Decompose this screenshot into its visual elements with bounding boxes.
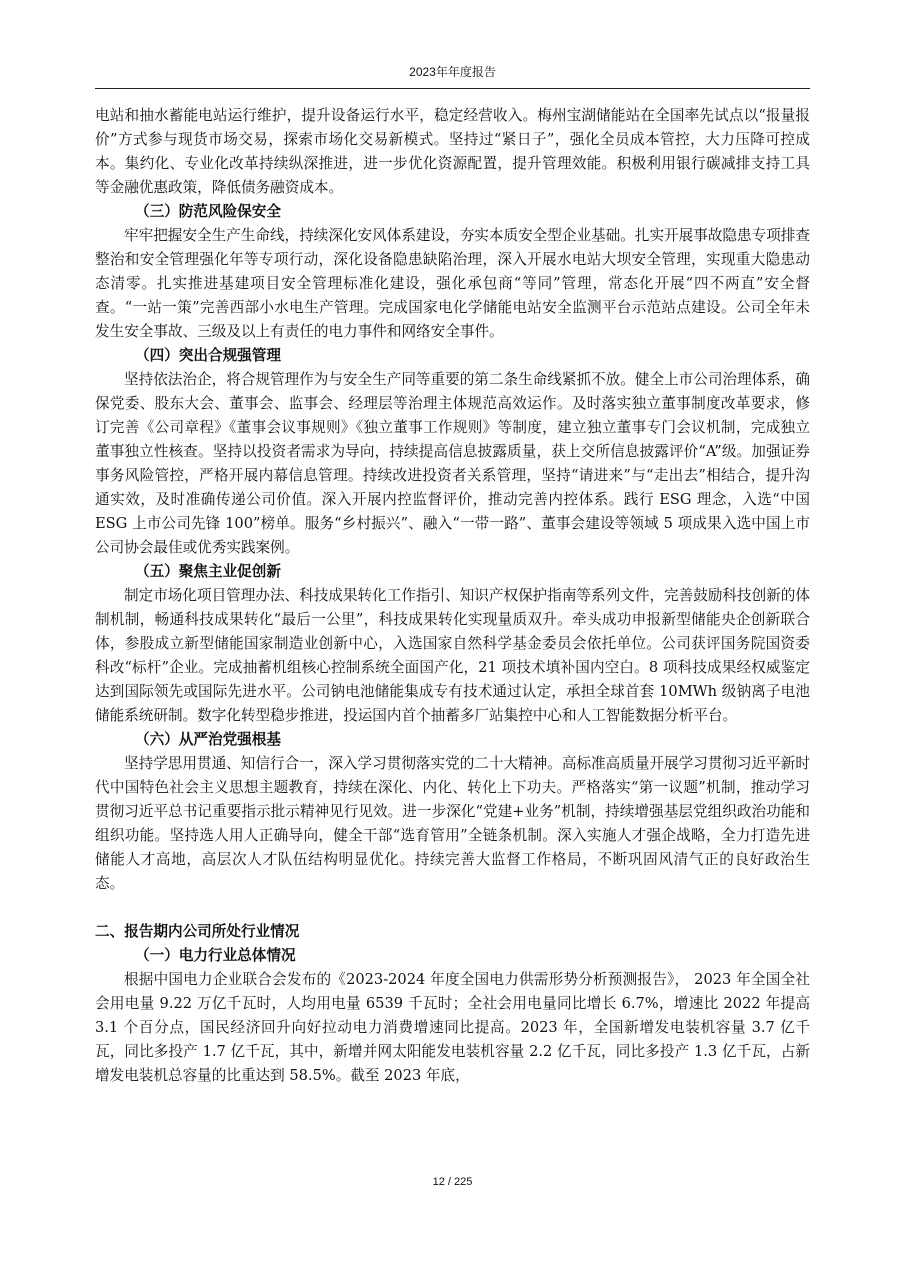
section-heading-compliance: （四）突出合规强管理 bbox=[135, 347, 281, 364]
paragraph-operations: 电站和抽水蓄能电站运行维护，提升设备运行水平，稳定经营收入。梅州宝湖储能站在全国率先试点以“报量报价”方式参与现货市场交易，探索市场化交易新模式。坚持过“紧日子”，强化全员成本管控，大力压降可控成本。集约化、专业化改革持续纵深推进，进一步优化资源配置，提升管理效能。积极利用银行碳减排支持工具等金融优惠政策，降低债务融资成本。 bbox=[95, 107, 810, 196]
paragraph-power-industry: 根据中国电力企业联合会发布的《2023-2024 年度全国电力供需形势分析预测报告》， 2023 年全国全社会用电量 9.22 万亿千瓦时，人均用电量 6539 千瓦时；全社会用电量同比增长 6.7%，增速比 2022 年提高 3.1 个百分点，国民经济回升向好拉动电力消费增速同比提高。2023 年，全国新增发电装机容量 3.7 亿千瓦，同比多投产 1.7 亿千瓦，其中，新增并网太阳能发电装机容量 2.2 亿千瓦，同比多投产 1.3 亿千瓦，占新增发电装机总容量的比重达到 58.5%。截至 2023 年底， bbox=[95, 971, 810, 1084]
page-number: 12 / 225 bbox=[432, 1176, 473, 1188]
page-header bbox=[95, 62, 810, 89]
paragraph-party-building: 坚持学思用贯通、知信行合一，深入学习贯彻落实党的二十大精神。高标准高质量开展学习贯彻习近平新时代中国特色社会主义思想主题教育，持续在深化、内化、转化上下功夫。严格落实“第一议题”机制，推动学习贯彻习近平总书记重要指示批示精神见行见效。进一步深化“党建+业务”机制，持续增强基层党组织政治功能和组织功能。坚持选人用人正确导向，健全干部“选育管用”全链条机制。深入实施人才强企战略，全力打造先进储能人才高地，高层次人才队伍结构明显优化。持续完善大监督工作格局，不断巩固风清气正的良好政治生态。 bbox=[95, 755, 810, 892]
section-spacer bbox=[95, 896, 810, 920]
chapter-heading-industry: 二、报告期内公司所处行业情况 bbox=[95, 923, 300, 940]
paragraph-safety: 牢牢把握安全生产生命线，持续深化安风体系建设，夯实本质安全型企业基础。扎实开展事故隐患专项排查整治和安全管理强化年等专项行动，深化设备隐患缺陷治理，深入开展水电站大坝安全管理，实现重大隐患动态清零。扎实推进基建项目安全管理标准化建设，强化承包商“等同”管理，常态化开展“四不两直”安全督查。“一站一策”完善西部小水电生产管理。完成国家电化学储能电站安全监测平台示范站点建设。公司全年未发生安全事故、三级及以上有责任的电力事件和网络安全事件。 bbox=[95, 227, 810, 340]
paragraph-compliance: 坚持依法治企，将合规管理作为与安全生产同等重要的第二条生命线紧抓不放。健全上市公司治理体系，确保党委、股东大会、董事会、监事会、经理层等治理主体规范高效运作。及时落实独立董事制度改革要求，修订完善《公司章程》《董事会议事规则》《独立董事工作规则》等制度，建立独立董事专门会议机制，完成独立董事独立性核查。坚持以投资者需求为导向，持续提高信息披露质量，获上交所信息披露评价“A”级。加强证券事务风险管控，严格开展内幕信息管理。持续改进投资者关系管理，坚持“请进来”与“走出去”相结合，提升沟通实效，及时准确传递公司价值。深入开展内控监督评价，推动完善内控体系。践行 ESG 理念，入选“中国 ESG 上市公司先锋 100”榜单。服务“乡村振兴”、融入“一带一路”、董事会建设等领域 5 项成果入选中国上市公司协会最佳或优秀实践案例。 bbox=[95, 371, 810, 556]
section-heading-innovation: （五）聚焦主业促创新 bbox=[135, 563, 281, 580]
document-body bbox=[95, 104, 810, 1088]
section-heading-power-industry: （一）电力行业总体情况 bbox=[135, 947, 296, 964]
section-heading-risk-safety: （三）防范风险保安全 bbox=[135, 203, 281, 220]
paragraph-innovation: 制定市场化项目管理办法、科技成果转化工作指引、知识产权保护指南等系列文件，完善鼓励科技创新的体制机制，畅通科技成果转化“最后一公里”，科技成果转化实现量质双升。牵头成功申报新型储能央企创新联合体，参股成立新型储能国家制造业创新中心，入选国家自然科学基金委员会依托单位。公司获评国务院国资委科改“标杆”企业。完成抽蓄机组核心控制系统全面国产化，21 项技术填补国内空白。8 项科技成果经权威鉴定达到国际领先或国际先进水平。公司钠电池储能集成专有技术通过认定，承担全球首套 10MWh 级钠离子电池储能系统研制。数字化转型稳步推进，投运国内首个抽蓄多厂站集控中心和人工智能数据分析平台。 bbox=[95, 587, 810, 724]
section-heading-party-building: （六）从严治党强根基 bbox=[135, 731, 281, 748]
header-title: 2023年年度报告 bbox=[409, 65, 496, 79]
